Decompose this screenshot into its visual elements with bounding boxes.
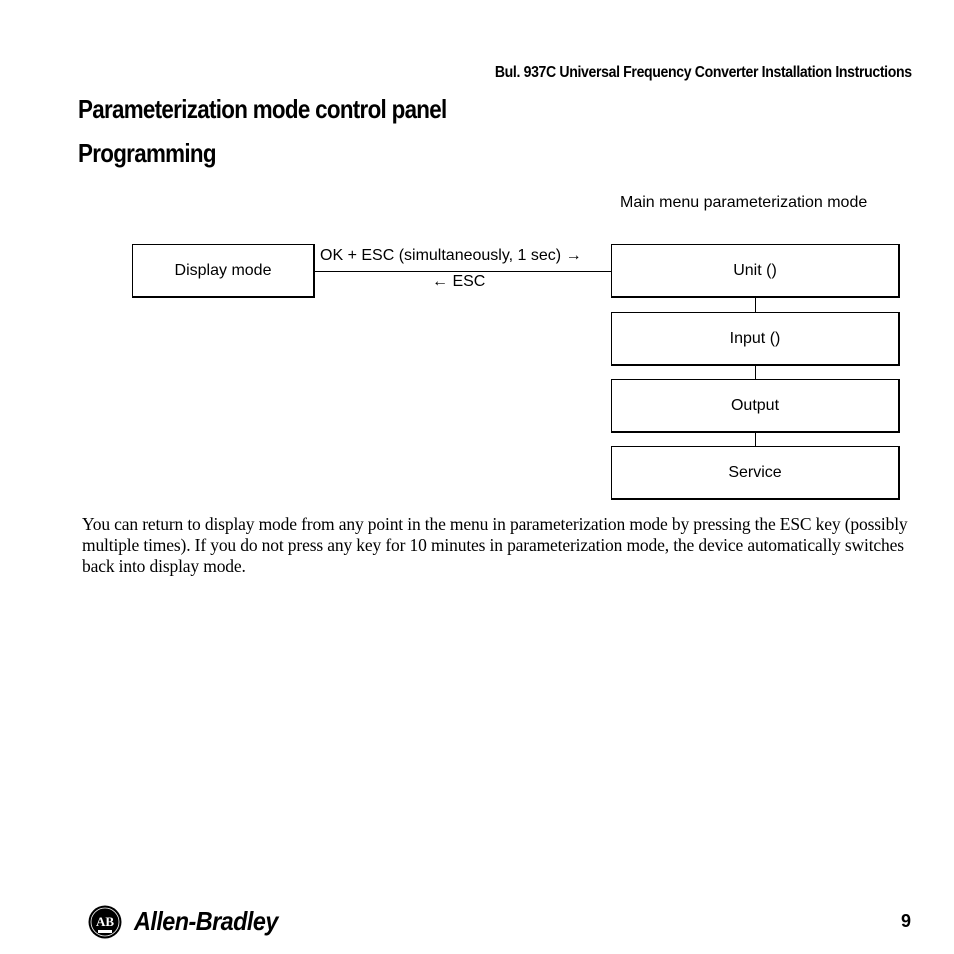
page-number: 9 <box>900 911 911 931</box>
menu-item-input <box>611 312 900 366</box>
display-mode-box <box>132 244 315 298</box>
menu-item-unit <box>611 244 900 298</box>
connector-line <box>755 298 756 312</box>
allen-bradley-logo-icon <box>88 905 122 939</box>
connector-line <box>755 366 756 379</box>
menu-item-label: Unit () <box>733 261 777 279</box>
body-paragraph: You can return to display mode from any point in the menu in parameterization mode by pressing the ESC key (possibly multiple times). If you do not press any key for 10 minutes in parameterization mode, the device automatically switches back into display mode. <box>82 514 908 576</box>
back-transition-label: ← ESC <box>432 273 486 290</box>
forward-transition-label: OK + ESC (simultaneously, 1 sec) → <box>320 247 582 264</box>
main-menu-label: Main menu parameterization mode <box>620 194 868 211</box>
menu-item-label: Input () <box>729 329 781 347</box>
section-title: Parameterization mode control panel <box>78 94 447 124</box>
logo-text: AB <box>95 914 115 929</box>
connector-line <box>755 433 756 446</box>
section-subtitle: Programming <box>78 138 216 168</box>
menu-item-output <box>611 379 900 433</box>
transition-line <box>315 271 611 272</box>
menu-item-service <box>611 446 900 500</box>
menu-item-label: Service <box>728 463 782 481</box>
display-mode-label: Display mode <box>174 261 272 279</box>
brand-name: Allen-Bradley <box>134 906 278 936</box>
running-head: Bul. 937C Universal Frequency Converter Installation Instructions <box>495 64 912 81</box>
menu-item-label: Output <box>730 396 780 414</box>
